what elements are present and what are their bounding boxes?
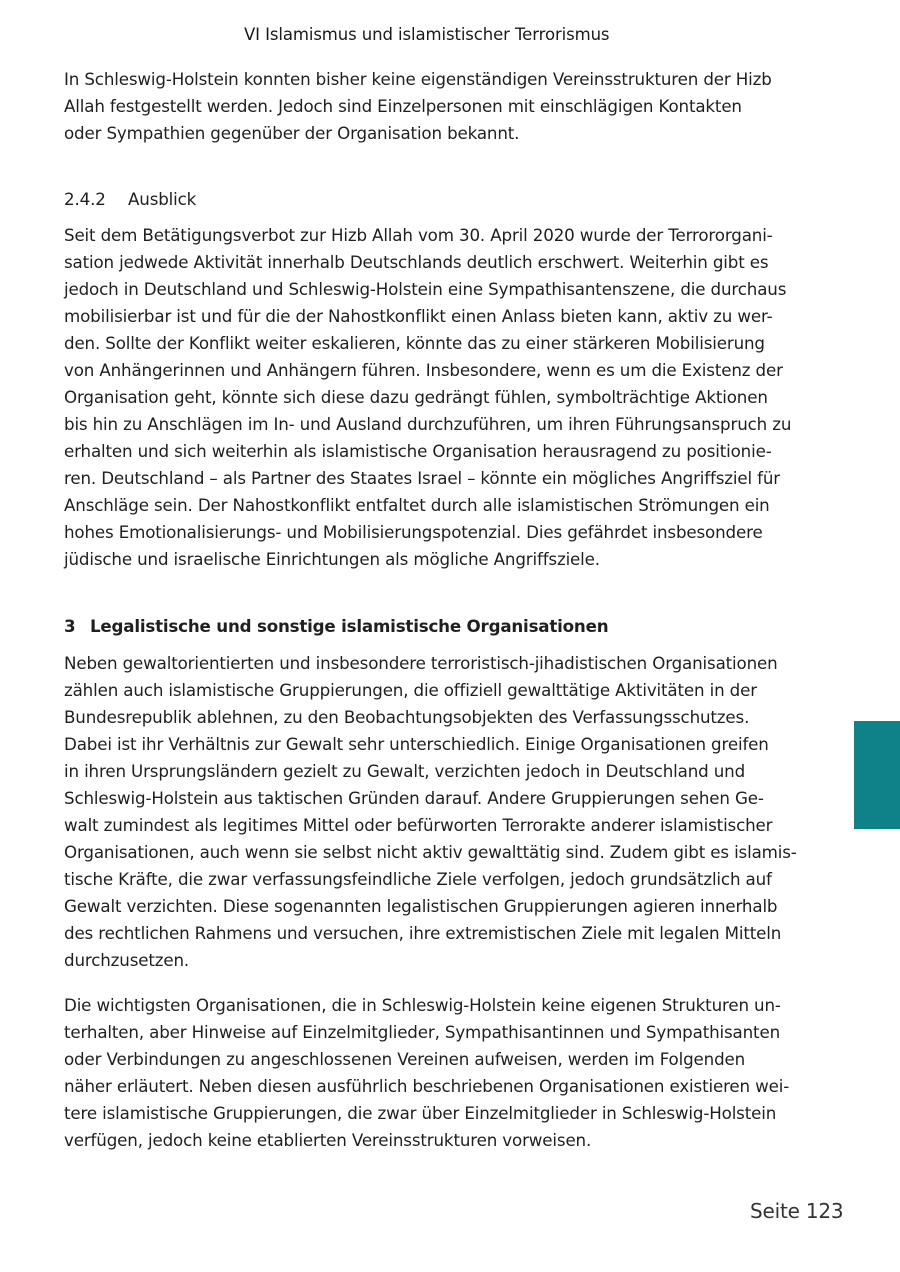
text-line: durchzusetzen. bbox=[64, 950, 190, 970]
page-content bbox=[64, 66, 804, 1154]
text-line: mobilisierbar ist und für die der Nahostkonflikt einen Anlass bieten kann, aktiv zu wer- bbox=[64, 306, 773, 326]
text-line: Anschläge sein. Der Nahostkonflikt entfaltet durch alle islamistischen Strömungen ein bbox=[64, 495, 770, 515]
intro-paragraph bbox=[64, 66, 804, 147]
text-line: sation jedwede Aktivität innerhalb Deutschlands deutlich erschwert. Weiterhin gibt es bbox=[64, 252, 769, 272]
legalistic-paragraph bbox=[64, 650, 804, 974]
subsection-title: Ausblick bbox=[128, 189, 197, 209]
text-line: zählen auch islamistische Gruppierungen, die offiziell gewalttätige Aktivitäten in der bbox=[64, 680, 757, 700]
text-line: Die wichtigsten Organisationen, die in Schleswig-Holstein keine eigenen Strukturen un- bbox=[64, 995, 781, 1015]
subsection-heading bbox=[64, 186, 804, 213]
ausblick-paragraph bbox=[64, 222, 804, 573]
text-line: den. Sollte der Konflikt weiter eskalieren, könnte das zu einer stärkeren Mobilisierung bbox=[64, 333, 765, 353]
text-line: erhalten und sich weiterhin als islamistische Organisation herausragend zu positionie- bbox=[64, 441, 772, 461]
running-header: VI Islamismus und islamistischer Terrorismus bbox=[244, 25, 610, 44]
text-line: in ihren Ursprungsländern gezielt zu Gewalt, verzichten jedoch in Deutschland und bbox=[64, 761, 746, 781]
text-line: Organisation geht, könnte sich diese dazu gedrängt fühlen, symbolträchtige Aktionen bbox=[64, 387, 768, 407]
text-line: näher erläutert. Neben diesen ausführlich beschriebenen Organisationen existieren wei- bbox=[64, 1076, 790, 1096]
page-number: Seite 123 bbox=[750, 1199, 844, 1223]
text-line: oder Sympathien gegenüber der Organisation bekannt. bbox=[64, 123, 520, 143]
text-line: des rechtlichen Rahmens und versuchen, ihre extremistischen Ziele mit legalen Mitteln bbox=[64, 923, 782, 943]
section-heading bbox=[64, 613, 804, 640]
text-line: oder Verbindungen zu angeschlossenen Vereinen aufweisen, werden im Folgenden bbox=[64, 1049, 746, 1069]
text-line: Organisationen, auch wenn sie selbst nicht aktiv gewalttätig sind. Zudem gibt es islamis- bbox=[64, 842, 797, 862]
section-title: Legalistische und sonstige islamistische Organisationen bbox=[90, 616, 609, 636]
chapter-side-tab bbox=[854, 721, 900, 829]
text-line: terhalten, aber Hinweise auf Einzelmitglieder, Sympathisantinnen und Sympathisanten bbox=[64, 1022, 780, 1042]
text-line: jüdische und israelische Einrichtungen als mögliche Angriffsziele. bbox=[64, 549, 600, 569]
text-line: Bundesrepublik ablehnen, zu den Beobachtungsobjekten des Verfassungsschutzes. bbox=[64, 707, 750, 727]
text-line: walt zumindest als legitimes Mittel oder befürworten Terrorakte anderer islamistischer bbox=[64, 815, 773, 835]
text-line: Seit dem Betätigungsverbot zur Hizb Allah vom 30. April 2020 wurde der Terrororgani- bbox=[64, 225, 773, 245]
text-line: Neben gewaltorientierten und insbesondere terroristisch-jihadistischen Organisationen bbox=[64, 653, 778, 673]
text-line: In Schleswig-Holstein konnten bisher keine eigenständigen Vereinsstrukturen der Hizb bbox=[64, 69, 772, 89]
text-line: bis hin zu Anschlägen im In- und Ausland durchzuführen, um ihren Führungsanspruch zu bbox=[64, 414, 792, 434]
text-line: Gewalt verzichten. Diese sogenannten legalistischen Gruppierungen agieren innerhalb bbox=[64, 896, 778, 916]
text-line: Schleswig-Holstein aus taktischen Gründen darauf. Andere Gruppierungen sehen Ge- bbox=[64, 788, 764, 808]
organisations-paragraph bbox=[64, 992, 804, 1154]
text-line: tische Kräfte, die zwar verfassungsfeindliche Ziele verfolgen, jedoch grundsätzlich auf bbox=[64, 869, 772, 889]
text-line: Allah festgestellt werden. Jedoch sind Einzelpersonen mit einschlägigen Kontakten bbox=[64, 96, 742, 116]
section-number: 3 bbox=[64, 616, 76, 636]
text-line: tere islamistische Gruppierungen, die zwar über Einzelmitglieder in Schleswig-Holstein bbox=[64, 1103, 777, 1123]
text-line: Dabei ist ihr Verhältnis zur Gewalt sehr unterschiedlich. Einige Organisationen greifen bbox=[64, 734, 769, 754]
text-line: hohes Emotionalisierungs- und Mobilisierungspotenzial. Dies gefährdet insbesondere bbox=[64, 522, 763, 542]
text-line: von Anhängerinnen und Anhängern führen. Insbesondere, wenn es um die Existenz der bbox=[64, 360, 783, 380]
text-line: ren. Deutschland – als Partner des Staates Israel – könnte ein mögliches Angriffsziel für bbox=[64, 468, 781, 488]
subsection-number: 2.4.2 bbox=[64, 189, 106, 209]
text-line: jedoch in Deutschland und Schleswig-Holstein eine Sympathisantenszene, die durchaus bbox=[64, 279, 787, 299]
text-line: verfügen, jedoch keine etablierten Vereinsstrukturen vorweisen. bbox=[64, 1130, 592, 1150]
